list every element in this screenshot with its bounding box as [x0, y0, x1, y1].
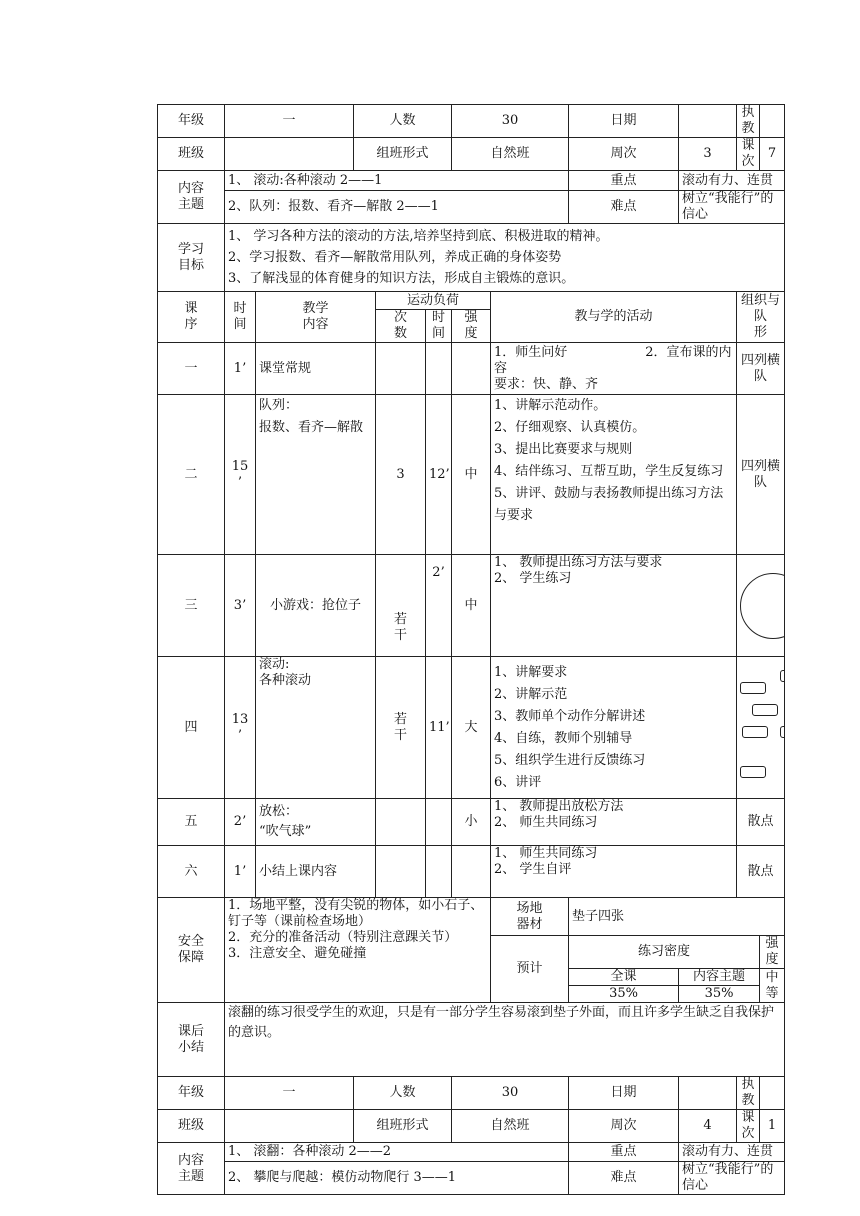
row-activity: 1．师生问好 2．宣布课的内容 要求：快、静、齐 — [491, 343, 737, 395]
col-content: 教学 内容 — [256, 292, 376, 343]
activity-row — [158, 799, 785, 846]
intensity-header: 强度 — [760, 936, 785, 969]
whole-lesson-label: 全课 — [569, 969, 679, 986]
content-line-2: 2、 攀爬与爬越：模仿动物爬行 3——1 — [225, 1162, 569, 1195]
mats-formation-diagram — [740, 668, 785, 788]
topic-label: 内容主题 — [679, 969, 760, 986]
lesson2-header-row-2 — [158, 1110, 785, 1143]
content-line-1: 1、 滚动:各种滚动 2——1 — [225, 171, 569, 191]
mat-icon — [740, 682, 766, 694]
safety-label: 安全 保障 — [158, 898, 225, 1003]
lesson2-content-row-2 — [158, 1162, 785, 1195]
column-header-row-1 — [158, 292, 785, 310]
col-time: 时 间 — [225, 292, 256, 343]
grade-label: 年级 — [158, 1077, 225, 1110]
row-reps — [376, 343, 426, 395]
count-value: 30 — [452, 1077, 569, 1110]
density-label: 练习密度 — [569, 936, 760, 969]
lesson-plan-page — [157, 104, 784, 1195]
teacher-value — [760, 105, 785, 138]
mat-icon — [740, 766, 766, 778]
row-intensity — [452, 846, 491, 898]
difficulty-value: 树立“我能行”的信心 — [679, 1162, 785, 1195]
date-label: 日期 — [569, 1077, 679, 1110]
content-row-2 — [158, 191, 785, 224]
row-reps: 若 干 — [376, 657, 426, 799]
content-row-1 — [158, 171, 785, 191]
activity-row — [158, 343, 785, 395]
row-organization — [737, 657, 785, 799]
row-time: 1’ — [225, 343, 256, 395]
difficulty-label: 难点 — [569, 191, 679, 224]
summary-text: 滚翻的练习很受学生的欢迎，只是有一部分学生容易滚到垫子外面，而且许多学生缺乏自我保护的意识。 — [225, 1003, 785, 1077]
class-label: 班级 — [158, 1110, 225, 1143]
class-value — [225, 1110, 354, 1143]
activity-row — [158, 395, 785, 555]
count-label: 人数 — [354, 1077, 452, 1110]
goals-label: 学习 目标 — [158, 224, 225, 292]
week-label: 周次 — [569, 138, 679, 171]
row-organization — [737, 555, 785, 657]
row-duration: 2’ — [426, 555, 452, 657]
activity-row — [158, 846, 785, 898]
content-line-2: 2、队列：报数、看齐—解散 2——1 — [225, 191, 569, 224]
lesson2-header-row-1 — [158, 1077, 785, 1110]
grade-value: 一 — [225, 1077, 354, 1110]
row-content: 小结上课内容 — [256, 846, 376, 898]
col-intensity: 强 度 — [452, 310, 491, 343]
mat-icon — [752, 704, 778, 716]
mat-icon — [780, 726, 785, 738]
col-duration: 时间 — [426, 310, 452, 343]
row-content: 课堂常规 — [256, 343, 376, 395]
row-order: 一 — [158, 343, 225, 395]
count-value: 30 — [452, 105, 569, 138]
row-time: 15 ’ — [225, 395, 256, 555]
row-intensity — [452, 343, 491, 395]
col-organization: 组织与队 形 — [737, 292, 785, 343]
estimate-label: 预计 — [491, 936, 569, 1003]
row-reps: 3 — [376, 395, 426, 555]
whole-lesson-value: 35% — [569, 986, 679, 1003]
goals-text: 1、 学习各种方法的滚动的方法,培养坚持到底、积极进取的精神。 2、学习报数、看齐—解散常用队列，养成正确的身体姿势 3、了解浅显的体育健身的知识方法，形成自主锻炼的意识。 — [225, 224, 785, 292]
row-order: 四 — [158, 657, 225, 799]
row-duration: 12’ — [426, 395, 452, 555]
content-topic-label: 内容 主题 — [158, 1143, 225, 1195]
format-value: 自然班 — [452, 1110, 569, 1143]
teacher-label: 执教 — [737, 105, 760, 138]
row-content: 队列： 报数、看齐—解散 — [256, 395, 376, 555]
row-activity: 1、 教师提出放松方法 2、 师生共同练习 — [491, 799, 737, 846]
date-label: 日期 — [569, 105, 679, 138]
lesson-value: 1 — [760, 1110, 785, 1143]
difficulty-value: 树立“我能行”的信心 — [679, 191, 785, 224]
mat-icon — [780, 670, 785, 682]
row-time: 3’ — [225, 555, 256, 657]
row-duration — [426, 343, 452, 395]
safety-row-1 — [158, 898, 785, 936]
circle-formation-icon — [740, 573, 785, 639]
summary-row — [158, 1003, 785, 1077]
key-point-value: 滚动有力、连贯 — [679, 171, 785, 191]
lesson-label: 课次 — [737, 138, 760, 171]
week-value: 4 — [679, 1110, 737, 1143]
row-order: 六 — [158, 846, 225, 898]
row-activity: 1、 教师提出练习方法与要求 2、 学生练习 — [491, 555, 737, 657]
week-value: 3 — [679, 138, 737, 171]
safety-text: 1．场地平整，没有尖锐的物体，如小石子、钉子等（课前检查场地） 2．充分的准备活动（特别注意踝关节） 3．注意安全、避免碰撞 — [225, 898, 491, 1003]
lesson-value: 7 — [760, 138, 785, 171]
col-reps: 次 数 — [376, 310, 426, 343]
row-intensity: 中 — [452, 555, 491, 657]
row-organization: 四列横队 — [737, 343, 785, 395]
grade-value: 一 — [225, 105, 354, 138]
row-activity: 1、讲解示范动作。 2、仔细观察、认真模仿。 3、提出比赛要求与规则 4、结伴练习、互帮互助，学生反复练习 5、讲评、鼓励与表扬教师提出练习方法与要求 — [491, 395, 737, 555]
row-content: 小游戏：抢位子 — [256, 555, 376, 657]
row-duration — [426, 799, 452, 846]
header-row-2 — [158, 138, 785, 171]
row-intensity: 中 — [452, 395, 491, 555]
format-value: 自然班 — [452, 138, 569, 171]
lesson-plan-table — [157, 104, 785, 1195]
date-value — [679, 105, 737, 138]
goals-row — [158, 224, 785, 292]
summary-label: 课后 小结 — [158, 1003, 225, 1077]
row-time: 2’ — [225, 799, 256, 846]
row-reps: 若 干 — [376, 555, 426, 657]
topic-value: 35% — [679, 986, 760, 1003]
venue-value: 垫子四张 — [569, 898, 785, 936]
content-topic-label: 内容 主题 — [158, 171, 225, 224]
row-time: 1’ — [225, 846, 256, 898]
key-point-value: 滚动有力、连贯 — [679, 1143, 785, 1162]
row-reps — [376, 799, 426, 846]
count-label: 人数 — [354, 105, 452, 138]
intensity-value: 中等 — [760, 969, 785, 1003]
row-organization: 散点 — [737, 799, 785, 846]
venue-label: 场地 器材 — [491, 898, 569, 936]
grade-label: 年级 — [158, 105, 225, 138]
row-content: 放松： “吹气球” — [256, 799, 376, 846]
col-load: 运动负荷 — [376, 292, 491, 310]
key-point-label: 重点 — [569, 1143, 679, 1162]
teacher-label: 执教 — [737, 1077, 760, 1110]
activity-row — [158, 555, 785, 657]
key-point-label: 重点 — [569, 171, 679, 191]
format-label: 组班形式 — [354, 1110, 452, 1143]
row-duration — [426, 846, 452, 898]
difficulty-label: 难点 — [569, 1162, 679, 1195]
week-label: 周次 — [569, 1110, 679, 1143]
lesson-label: 课次 — [737, 1110, 760, 1143]
lesson2-content-row-1 — [158, 1143, 785, 1162]
header-row-1 — [158, 105, 785, 138]
teacher-value — [760, 1077, 785, 1110]
activity-row — [158, 657, 785, 799]
row-intensity: 大 — [452, 657, 491, 799]
row-reps — [376, 846, 426, 898]
row-organization: 散点 — [737, 846, 785, 898]
content-line-1: 1、 滚翻：各种滚动 2——2 — [225, 1143, 569, 1162]
row-activity: 1、 师生共同练习 2、 学生自评 — [491, 846, 737, 898]
mat-icon — [742, 726, 768, 738]
date-value — [679, 1077, 737, 1110]
col-activity: 教与学的活动 — [491, 292, 737, 343]
row-intensity: 小 — [452, 799, 491, 846]
row-order: 三 — [158, 555, 225, 657]
row-content: 滚动: 各种滚动 — [256, 657, 376, 799]
col-order: 课 序 — [158, 292, 225, 343]
row-time: 13 ’ — [225, 657, 256, 799]
row-order: 五 — [158, 799, 225, 846]
row-organization: 四列横队 — [737, 395, 785, 555]
class-label: 班级 — [158, 138, 225, 171]
class-value — [225, 138, 354, 171]
row-activity: 1、讲解要求 2、讲解示范 3、教师单个动作分解讲述 4、自练，教师个别辅导 5、组织学生进行反馈练习 6、讲评 — [491, 657, 737, 799]
format-label: 组班形式 — [354, 138, 452, 171]
row-order: 二 — [158, 395, 225, 555]
row-duration: 11’ — [426, 657, 452, 799]
